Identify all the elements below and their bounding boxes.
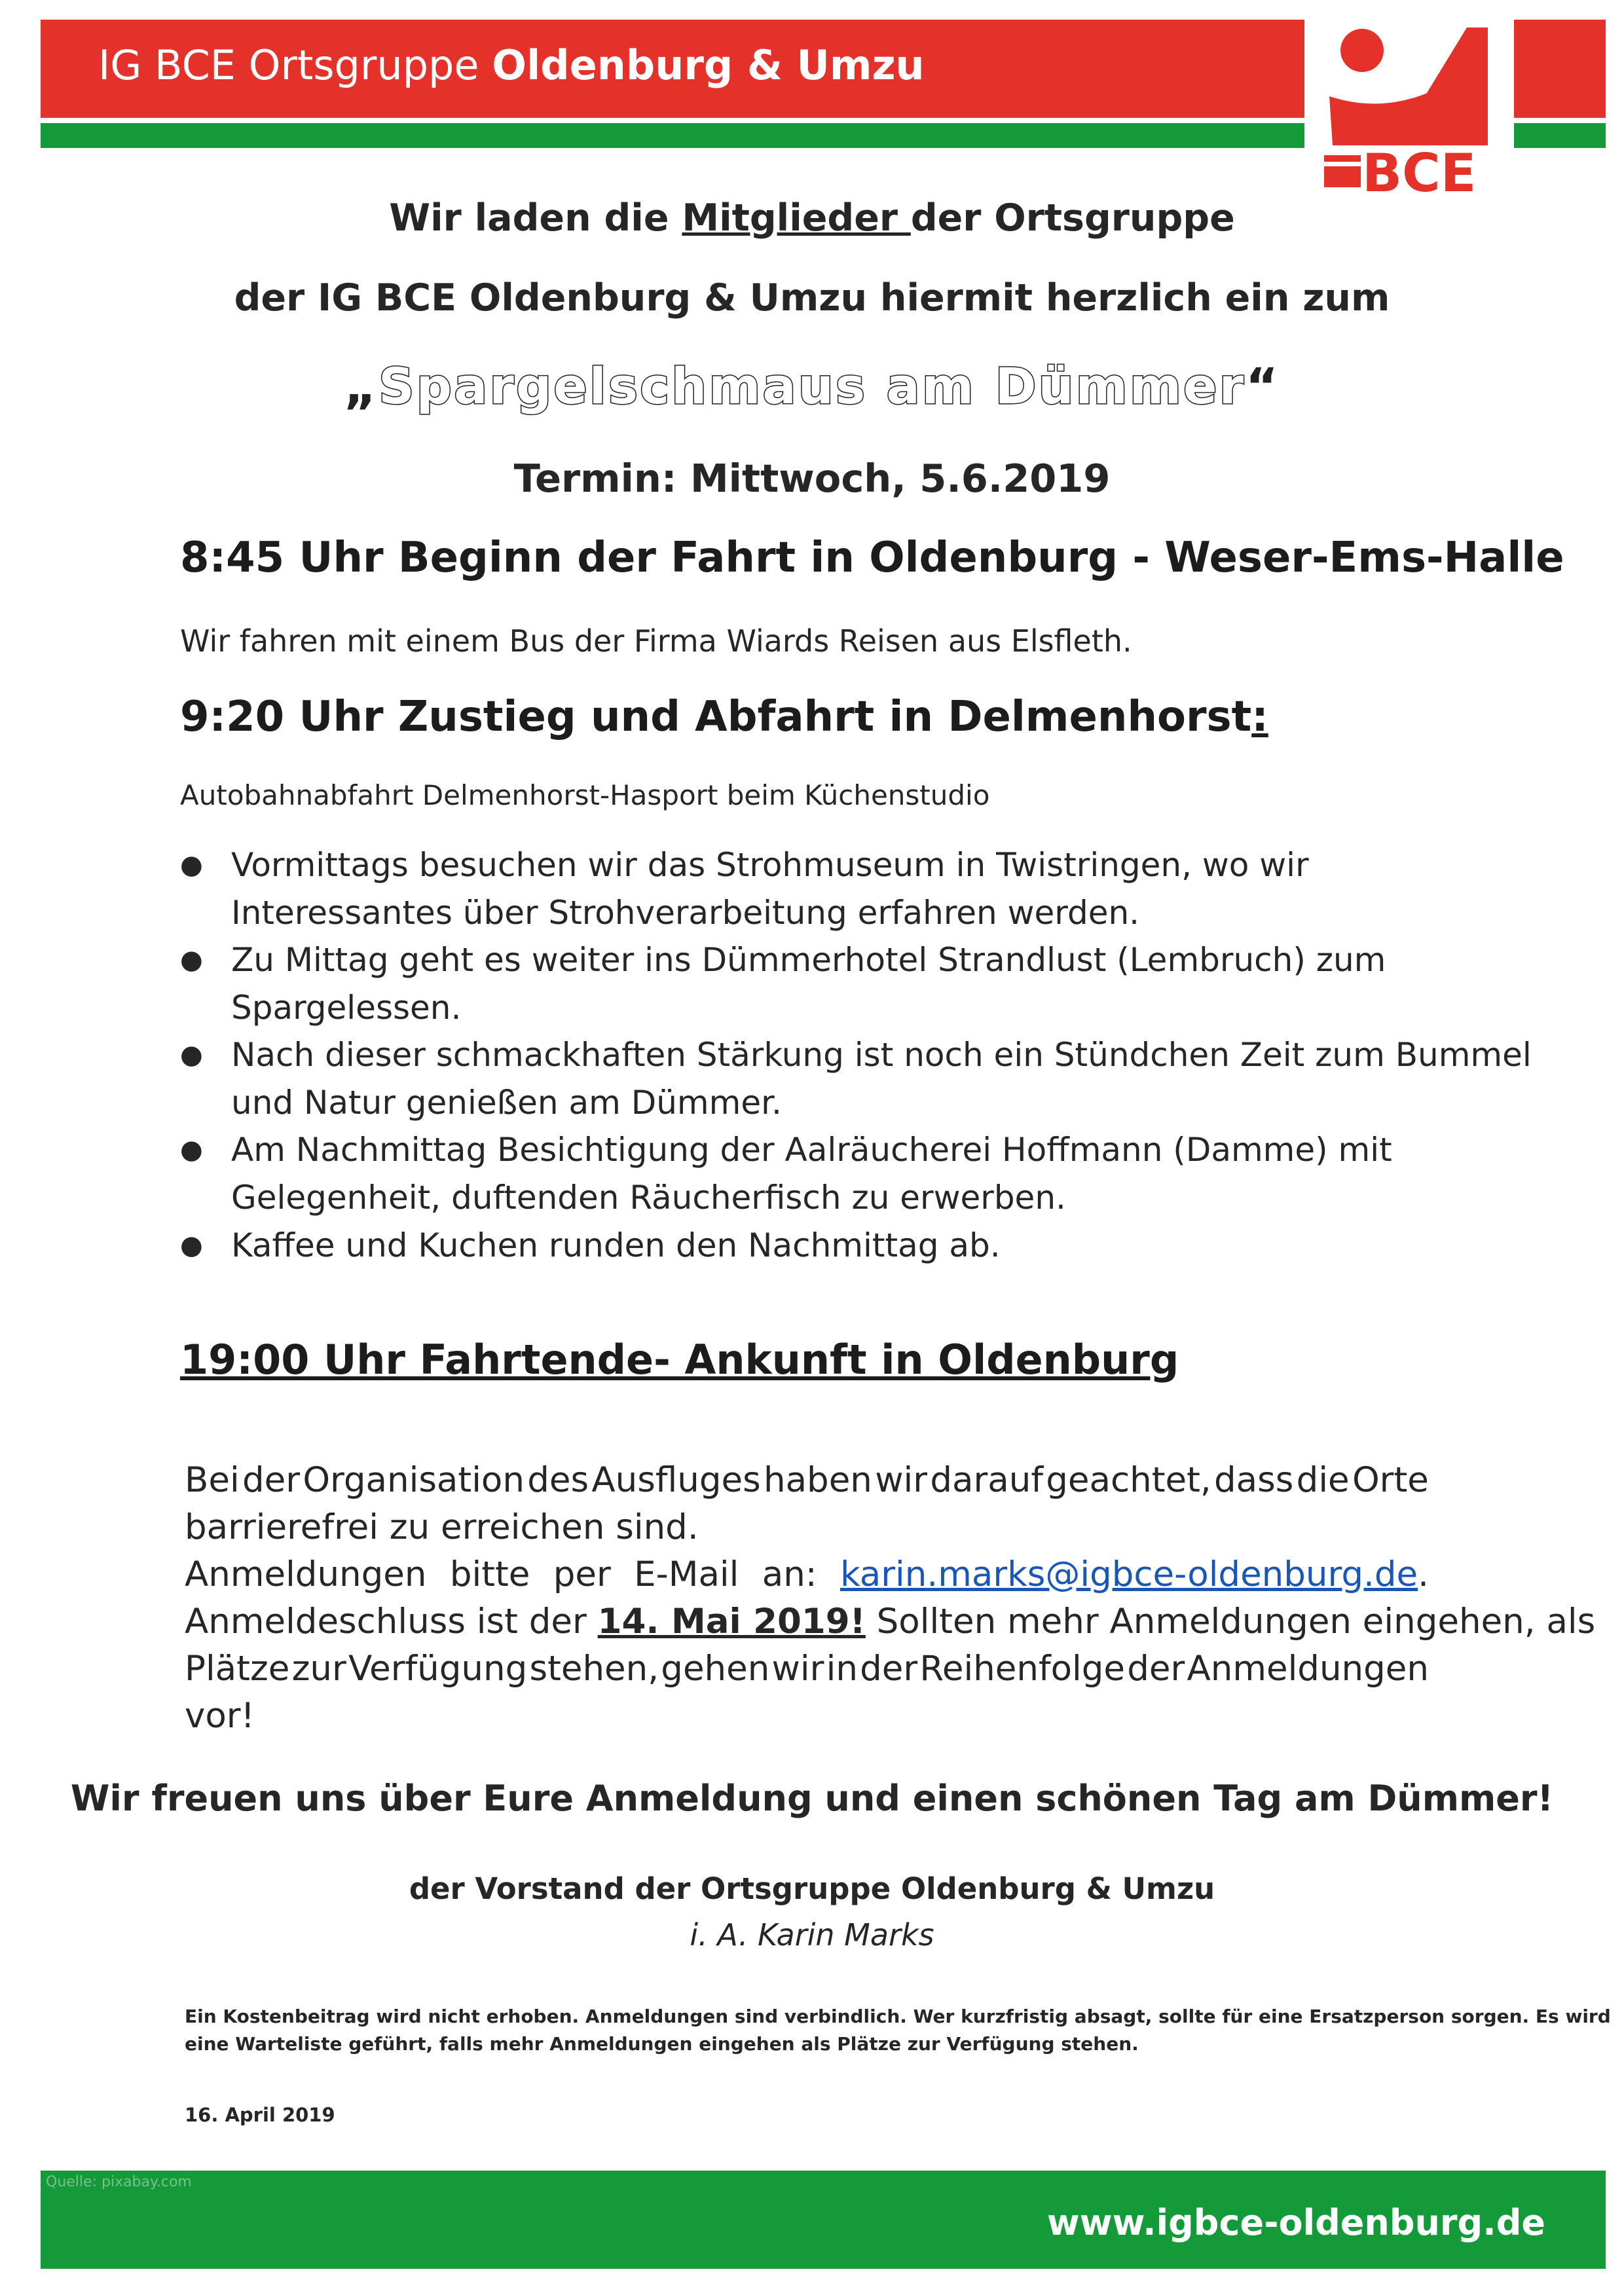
info-line-6 — [185, 1693, 1429, 1740]
program-item-1-line-2: Interessantes über Strohverarbeitung erfahren werden. — [231, 894, 1140, 932]
event-title — [0, 357, 1624, 415]
info-word: gehen — [661, 1649, 770, 1689]
program-item-4-line-2: Gelegenheit, duftenden Räucherfisch zu erwerben. — [231, 1179, 1066, 1217]
info-word: die — [1296, 1460, 1350, 1500]
info-line-1 — [185, 1457, 1429, 1504]
info-line-4-content — [185, 1598, 1595, 1645]
stop-heading-text: 9:20 Uhr Zustieg und Abfahrt in Delmenhorst — [180, 693, 1252, 741]
info-word: wir — [875, 1460, 928, 1500]
event-title-text: Spargelschmaus am Dümmer — [378, 357, 1246, 415]
info-word: darauf — [930, 1460, 1043, 1500]
program-item-1-line-1: Vormittags besuchen wir das Strohmuseum in Twistringen, wo wir — [231, 846, 1309, 884]
signature-line-2: i. A. Karin Marks — [690, 1917, 934, 1953]
info-word: wir — [771, 1649, 824, 1689]
info-word: in — [826, 1649, 858, 1689]
info-word: haben — [763, 1460, 872, 1500]
image-credit: Quelle: pixabay.com — [46, 2174, 192, 2190]
info-word: Orte — [1352, 1460, 1429, 1500]
program-item-2-line-2: Spargelessen. — [231, 989, 462, 1027]
document-date: 16. April 2019 — [185, 2104, 335, 2126]
header-red-bar-right — [1514, 20, 1606, 118]
bullet-icon: ● — [180, 1230, 203, 1260]
header-green-bar — [41, 123, 1304, 148]
info-word: des — [527, 1460, 589, 1500]
info-word: an: — [762, 1554, 817, 1594]
info-line-5 — [185, 1645, 1429, 1693]
start-heading: 8:45 Uhr Beginn der Fahrt in Oldenburg - Weser-Ems-Halle — [180, 534, 1564, 582]
program-item-4-line-1: Am Nachmittag Besichtigung der Aalräucherei Hoffmann (Damme) mit — [231, 1131, 1392, 1169]
info-line-2-text: barrierefrei zu erreichen sind. — [185, 1507, 699, 1547]
info-word: Reihenfolge — [919, 1649, 1126, 1689]
event-title-quote-open: „ — [343, 357, 378, 415]
info-line-3 — [185, 1551, 1429, 1598]
footer-url[interactable]: www.igbce-oldenburg.de — [1046, 2202, 1545, 2243]
program-item-3-line-1: Nach dieser schmackhaften Stärkung ist noch ein Stündchen Zeit zum Bummel — [231, 1036, 1532, 1074]
igbce-logo — [1316, 14, 1506, 208]
header-title-bold: Oldenburg & Umzu — [492, 41, 925, 89]
info-word: der — [1127, 1649, 1185, 1689]
bus-info: Wir fahren mit einem Bus der Firma Wiards Reisen aus Elsfleth. — [180, 623, 1132, 659]
email-period: . — [1418, 1554, 1429, 1594]
program-item-4 — [180, 1126, 1464, 1222]
program-item-2-line-1: Zu Mittag geht es weiter ins Dümmerhotel Strandlust (Lembruch) zum — [231, 941, 1386, 979]
bullet-icon: ● — [180, 1040, 203, 1070]
bullet-icon: ● — [180, 1135, 203, 1165]
intro-line-1-prefix: Wir laden die — [389, 196, 682, 240]
intro-line-1-underlined: Mitglieder — [682, 196, 911, 240]
stop-heading-colon: : — [1251, 693, 1268, 741]
program-item-3 — [180, 1031, 1532, 1127]
program-item-5 — [180, 1222, 1464, 1270]
program-item-1 — [180, 841, 1464, 937]
footnote-line-1: Ein Kostenbeitrag wird nicht erhoben. Anmeldungen sind verbindlich. Wer kurzfristig absagt, sollte für eine Ersatzperson sorgen. Es wird — [185, 2006, 1611, 2027]
header-green-bar-right — [1514, 123, 1606, 148]
info-word: per — [553, 1554, 611, 1594]
info-word: bitte — [449, 1554, 530, 1594]
header-title — [98, 36, 925, 95]
info-word: der — [860, 1649, 918, 1689]
info-word: Anmeldungen — [185, 1554, 427, 1594]
program-item-5-line-1: Kaffee und Kuchen runden den Nachmittag ab. — [231, 1226, 1001, 1264]
intro-line-1-suffix: der Ortsgruppe — [910, 196, 1235, 240]
info-word: Bei — [185, 1460, 240, 1500]
email-group — [840, 1551, 1429, 1598]
email-link[interactable]: karin.marks@igbce-oldenburg.de — [840, 1554, 1418, 1594]
header-title-prefix: IG BCE Ortsgruppe — [98, 41, 492, 89]
stop-location: Autobahnabfahrt Delmenhorst-Hasport beim Küchenstudio — [180, 779, 990, 811]
info-line-4-suffix: Sollten mehr Anmeldungen eingehen, als — [865, 1602, 1596, 1642]
info-word: der — [242, 1460, 301, 1500]
deadline: 14. Mai 2019! — [597, 1602, 866, 1642]
footnote-line-2: eine Warteliste geführt, falls mehr Anmeldungen eingehen als Plätze zur Verfügung stehen. — [185, 2033, 1139, 2055]
info-paragraph — [185, 1457, 1596, 1740]
stop-heading — [180, 693, 1268, 741]
info-word: Organisation — [303, 1460, 525, 1500]
info-word: stehen, — [529, 1649, 659, 1689]
bullet-icon: ● — [180, 945, 203, 975]
info-line-4-prefix: Anmeldeschluss ist der — [185, 1602, 598, 1642]
intro-line-1 — [0, 196, 1624, 240]
info-word: Anmeldungen — [1187, 1649, 1429, 1689]
info-word: Plätze — [185, 1649, 290, 1689]
event-title-quote-close: “ — [1246, 357, 1280, 415]
info-word: geachtet, — [1046, 1460, 1211, 1500]
info-line-6-text: vor! — [185, 1696, 255, 1736]
intro-line-2: der IG BCE Oldenburg & Umzu hiermit herzlich ein zum — [234, 276, 1390, 320]
info-line-4 — [185, 1598, 1596, 1645]
program-item-3-line-2: und Natur genießen am Dümmer. — [231, 1084, 782, 1122]
bullet-icon: ● — [180, 850, 203, 880]
info-word: E-Mail — [634, 1554, 739, 1594]
closing-line: Wir freuen uns über Eure Anmeldung und einen schönen Tag am Dümmer! — [70, 1778, 1554, 1819]
info-word: Ausfluges — [591, 1460, 761, 1500]
info-word: zur — [291, 1649, 346, 1689]
info-word: dass — [1214, 1460, 1294, 1500]
program-item-2 — [180, 936, 1464, 1032]
signature-line-1: der Vorstand der Ortsgruppe Oldenburg & Umzu — [409, 1871, 1215, 1906]
event-date: Termin: Mittwoch, 5.6.2019 — [513, 456, 1111, 501]
end-heading: 19:00 Uhr Fahrtende- Ankunft in Oldenburg — [180, 1336, 1179, 1384]
logo-text: BCE — [1362, 143, 1477, 204]
info-line-2 — [185, 1504, 1429, 1551]
info-word: Verfügung — [348, 1649, 528, 1689]
